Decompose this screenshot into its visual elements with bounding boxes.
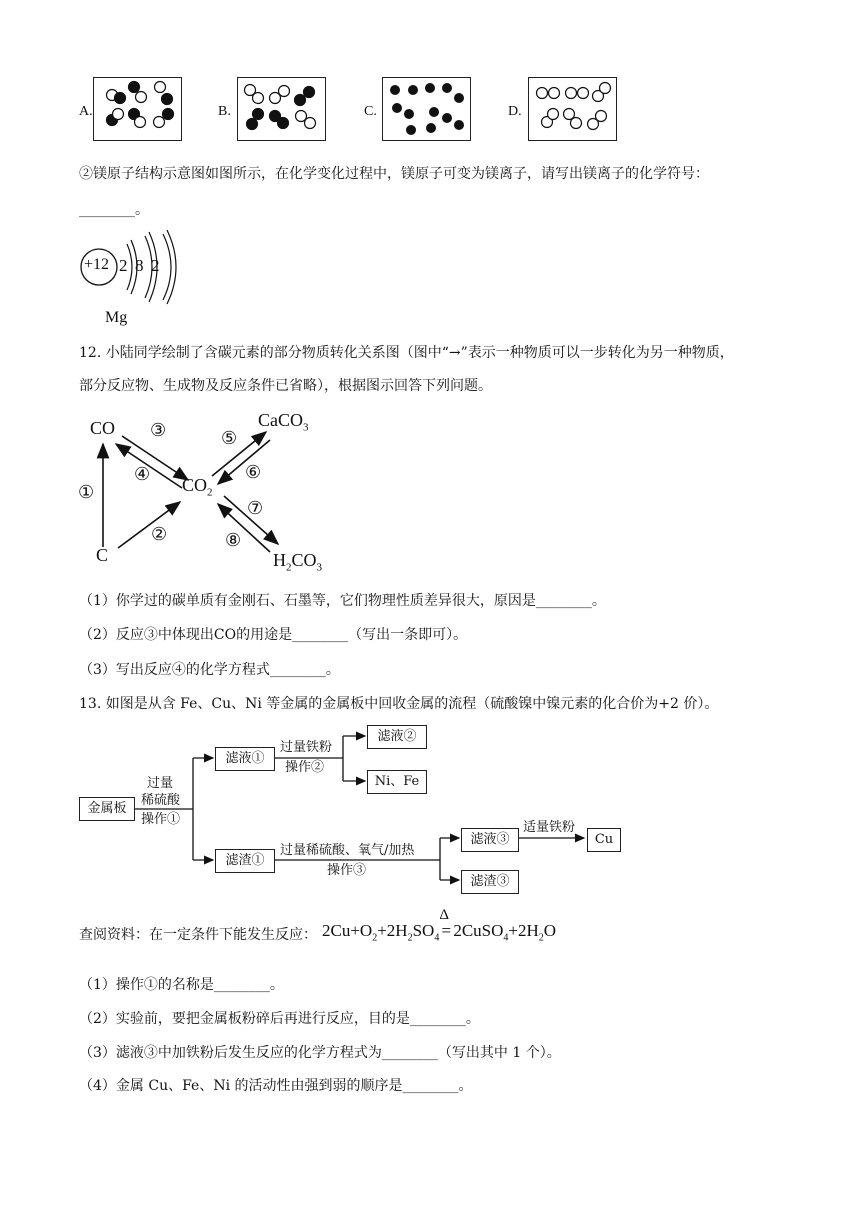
mg-nucleus-charge: +12 — [84, 256, 110, 273]
flow-step3-b: 操作③ — [327, 863, 367, 878]
option-c-diagram — [382, 77, 471, 141]
option-d-diagram — [528, 77, 617, 141]
particle-icon-group — [238, 78, 325, 140]
particle-icon-group — [94, 78, 181, 140]
q12-subq-3: （3）写出反应④的化学方程式________。 — [79, 662, 340, 678]
mg-label: Mg — [105, 309, 128, 326]
particle-icon-group — [529, 78, 616, 140]
option-d-label: D. — [508, 104, 522, 119]
flow-metal-plate: 金属板 — [79, 797, 135, 821]
q13-subq-4: （4）金属 Cu、Fe、Ni 的活动性由强到弱的顺序是________。 — [79, 1078, 473, 1094]
reaction-label-1: ① — [78, 482, 95, 503]
q12-subq-2: （2）反应③中体现出CO的用途是________（写出一条即可）。 — [79, 627, 468, 643]
q12-stem-line2: 部分反应物、生成物及反应条件已省略），根据图示回答下列问题。 — [79, 378, 492, 394]
reaction-label-7: ⑦ — [247, 498, 264, 519]
flow-step3-a: 过量稀硫酸、氧气/加热 — [280, 843, 415, 858]
q13-subq-1: （1）操作①的名称是________。 — [79, 977, 284, 993]
flow-step4: 适量铁粉 — [523, 820, 576, 835]
reaction-label-6: ⑥ — [245, 462, 262, 483]
reaction-label-3: ③ — [150, 420, 167, 441]
option-a-diagram — [93, 77, 182, 141]
mg-shell-3: 2 — [151, 256, 160, 275]
option-c-label: C. — [364, 104, 377, 119]
q13-stem: 13. 如图是从含 Fe、Cu、Ni 等金属的金属板中回收金属的流程（硫酸镍中镍元素的化合价为+2 价）。 — [79, 696, 719, 712]
flow-filtrate-1: 滤液① — [215, 747, 275, 771]
option-a-label: A. — [79, 104, 93, 119]
flow-residue-1: 滤渣① — [215, 849, 275, 873]
node-c: C — [96, 545, 109, 565]
flow-step2-b: 操作② — [285, 760, 325, 775]
flow-step1-a: 过量 — [147, 776, 174, 791]
q13-reference-label: 查阅资料：在一定条件下能发生反应： — [79, 927, 317, 943]
mg-shell-2: 8 — [135, 256, 144, 275]
flow-step2-a: 过量铁粉 — [280, 740, 333, 755]
q11-part2-text: ②镁原子结构示意图如图所示，在化学变化过程中，镁原子可变为镁离子，请写出镁离子的化学符号： — [79, 166, 709, 182]
delta-sign: Δ — [439, 907, 449, 923]
flow-ni-fe: Ni、Fe — [367, 770, 427, 794]
flow-filtrate-3: 滤液③ — [461, 828, 519, 852]
flow-cu: Cu — [587, 828, 621, 852]
option-b-diagram — [237, 77, 326, 141]
node-co: CO — [90, 418, 116, 438]
flow-residue-3: 滤渣③ — [461, 870, 519, 894]
reaction-label-8: ⑧ — [225, 530, 242, 551]
q12-subq-1: （1）你学过的碳单质有金刚石、石墨等，它们物理性质差异很大，原因是________。 — [79, 593, 606, 609]
particle-icon-group — [383, 78, 470, 140]
mg-shell-1: 2 — [119, 256, 128, 275]
reaction-label-4: ④ — [134, 464, 151, 485]
node-caco3: CaCO$_3$ — [258, 410, 309, 434]
q13-subq-2: （2）实验前，要把金属板粉碎后再进行反应，目的是________。 — [79, 1011, 480, 1027]
reaction-label-5: ⑤ — [221, 428, 238, 449]
flow-filtrate-2: 滤液② — [367, 725, 427, 749]
q13-equation: $2Cu+O_2+2H_2SO_4$ Δ = $2CuSO_4+2H_2O$ — [322, 907, 557, 944]
node-h2co3: $H_2CO_3$ — [273, 550, 323, 574]
flow-step1-b: 稀硫酸 — [141, 793, 181, 808]
q13-subq-3: （3）滤液③中加铁粉后发生反应的化学方程式为________（写出其中 1 个）。 — [79, 1045, 561, 1061]
mg-atom-diagram — [75, 230, 185, 330]
option-b-label: B. — [218, 104, 231, 119]
q12-stem-line1: 12. 小陆同学绘制了含碳元素的部分物质转化关系图（图中“→”表示一种物质可以一步转化为另一种物质， — [79, 345, 734, 361]
q11-part2-blank: ________。 — [79, 202, 149, 218]
flow-step1-c: 操作① — [141, 812, 181, 827]
reaction-label-2: ② — [151, 524, 168, 545]
carbon-conversion-diagram — [90, 410, 350, 570]
node-co2: $CO_2$ — [182, 475, 213, 499]
